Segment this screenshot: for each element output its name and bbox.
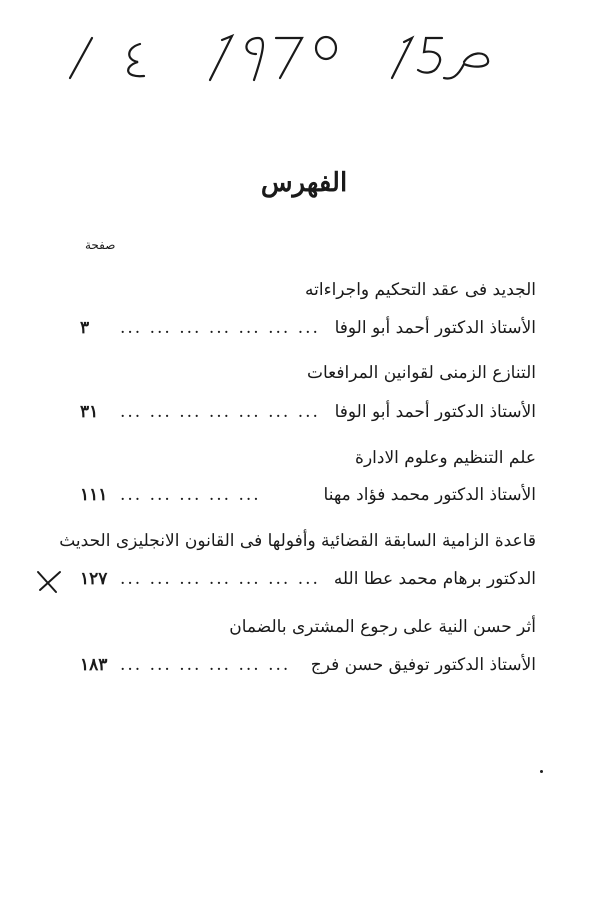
toc-entry-line: [80, 569, 536, 593]
toc-entry-title: علم التنظيم وعلوم الادارة: [355, 448, 536, 468]
toc-entry-page-number: ١٨٣: [80, 655, 108, 675]
handwriting-strokes: [40, 18, 520, 98]
toc-entry-author: الأستاذ الدكتور توفيق حسن فرج: [310, 655, 536, 675]
toc-entry-line: [80, 402, 536, 426]
toc-entry-page-number: ١١١: [80, 485, 108, 505]
toc-entry-title: الجديد فى عقد التحكيم واجراءاته: [305, 280, 536, 300]
toc-entry-line: [80, 655, 536, 679]
toc-entry-line: [80, 485, 536, 509]
toc-entry-page-number: ٣: [80, 318, 90, 338]
toc-entry-author: الدكتور برهام محمد عطا الله: [333, 569, 536, 589]
toc-entry-author: الأستاذ الدكتور أحمد أبو الوفا: [334, 402, 536, 422]
toc-entry-leader-dots: ... ... ... ... ... ... ...: [120, 402, 320, 422]
toc-entry-title: قاعدة الزامية السابقة القضائية وأفولها فى القانون الانجليزى الحديث: [59, 531, 536, 551]
toc-entry-leader-dots: ... ... ... ... ... ... ...: [120, 569, 320, 589]
toc-entry-leader-dots: ... ... ... ... ...: [120, 485, 261, 505]
toc-entry-page-number: ٣١: [80, 402, 99, 422]
toc-entry-page-number: ١٢٧: [80, 569, 108, 589]
page-title: الفهرس: [260, 168, 348, 198]
ink-speck: [540, 770, 543, 773]
toc-entry-title: أثر حسن النية على رجوع المشترى بالضمان: [229, 617, 536, 637]
toc-entry-title: التنازع الزمنى لقوانين المرافعات: [306, 363, 536, 383]
toc-entry-leader-dots: ... ... ... ... ... ... ...: [120, 318, 320, 338]
toc-entry-author: الأستاذ الدكتور أحمد أبو الوفا: [334, 318, 536, 338]
page-column-label: صفحة: [85, 238, 116, 252]
toc-entry-leader-dots: ... ... ... ... ... ...: [120, 655, 291, 675]
handwritten-annotation: [40, 18, 520, 98]
toc-entry-author: الأستاذ الدكتور محمد فؤاد مهنا: [323, 485, 536, 505]
handwritten-check-mark-icon: [34, 568, 64, 596]
toc-entry-line: [80, 318, 536, 342]
